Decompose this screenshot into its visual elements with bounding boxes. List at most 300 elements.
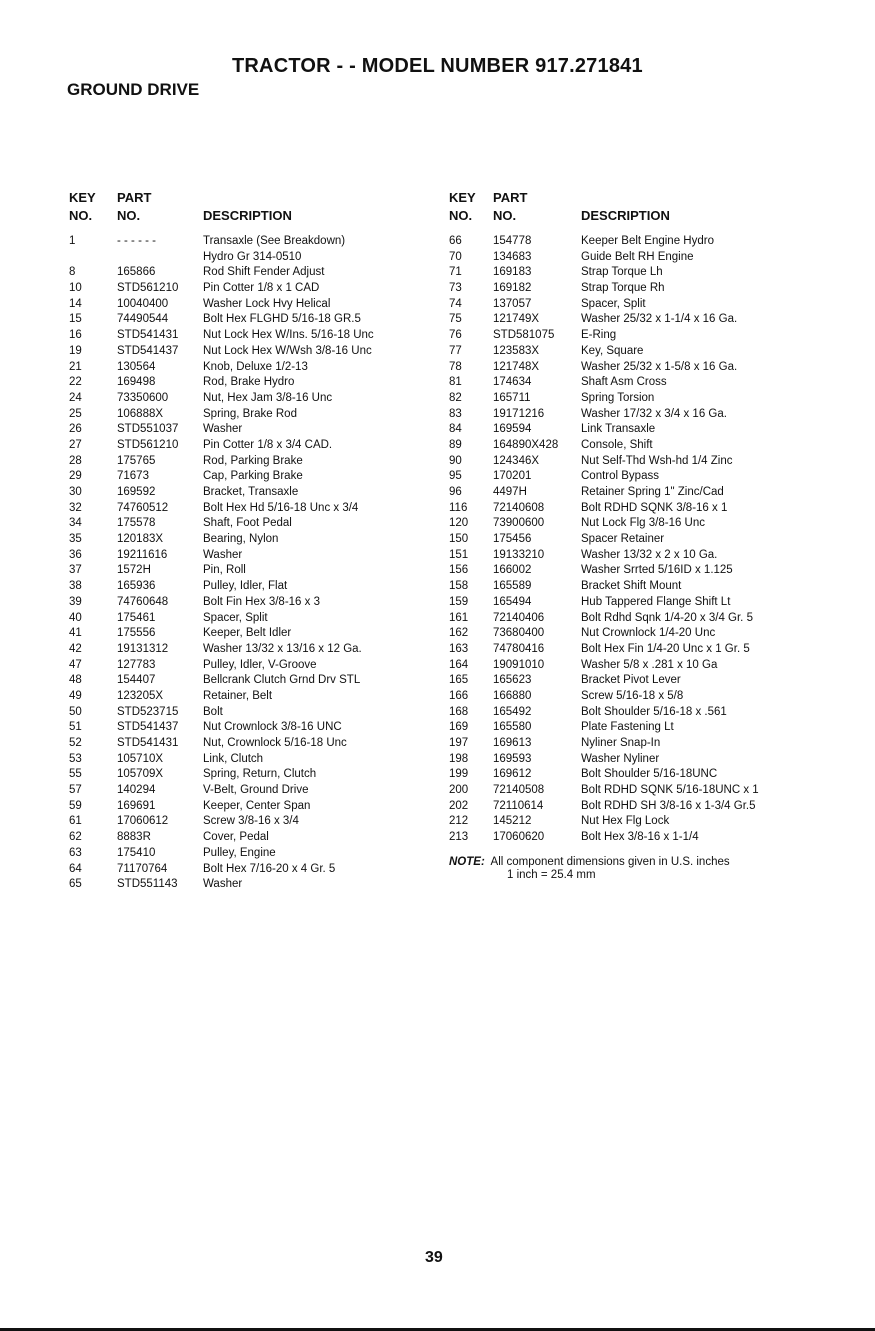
part-key-number: 41 [69, 627, 82, 640]
part-number: 169613 [493, 737, 532, 749]
part-number: 123583X [493, 344, 540, 357]
part-key-number: 71 [449, 266, 462, 279]
part-row [449, 516, 829, 532]
part-key-number: 213 [449, 831, 469, 844]
part-row [69, 360, 439, 376]
part-number: 165711 [493, 391, 531, 404]
part-description: Bolt Fin Hex 3/8-16 x 3 [203, 595, 320, 608]
part-row [449, 689, 829, 705]
part-key-number: 64 [69, 862, 82, 875]
part-description: Bolt Hex Fin 1/4-20 Unc x 1 Gr. 5 [581, 642, 750, 655]
part-row [69, 469, 439, 485]
part-number: 124346X [493, 454, 540, 467]
part-key-number: 52 [69, 737, 82, 749]
header-description: DESCRIPTION [581, 208, 670, 223]
part-description: Nut Crownlock 1/4-20 Unc [581, 627, 716, 640]
part-number: - - - - - - [117, 235, 156, 247]
part-row [449, 438, 829, 454]
part-number: 19133210 [493, 548, 545, 561]
part-key-number: 62 [69, 831, 82, 844]
part-key-number: 42 [69, 642, 82, 655]
part-row [69, 407, 439, 423]
part-key-number: 168 [449, 705, 469, 718]
header-part-top: PART [493, 190, 528, 205]
part-number: STD541431 [117, 737, 179, 749]
part-number: 74760512 [117, 501, 169, 514]
part-row [69, 297, 439, 313]
part-description: Spacer Retainer [581, 533, 665, 546]
part-row [69, 485, 439, 501]
part-description: Plate Fastening Lt [581, 721, 674, 734]
part-key-number: 74 [449, 297, 462, 310]
part-description: Nut Crownlock 3/8-16 UNC [203, 721, 342, 734]
part-row [449, 469, 829, 485]
part-key-number: 21 [69, 360, 82, 373]
part-row [449, 548, 829, 564]
part-row [449, 658, 829, 674]
part-number: 123205X [117, 689, 164, 702]
part-number: 1572H [117, 564, 151, 577]
part-description: Spring, Brake Rod [203, 407, 297, 420]
part-key-number: 202 [449, 799, 469, 812]
part-row [69, 846, 439, 862]
part-description: Washer 5/8 x .281 x 10 Ga [581, 658, 718, 671]
parts-list-right [449, 234, 829, 846]
part-key-number: 53 [69, 752, 82, 765]
part-key-number: 120 [449, 517, 469, 530]
part-row [449, 626, 829, 642]
part-key-number: 16 [69, 329, 82, 342]
part-number: 165492 [493, 705, 532, 718]
part-description: Screw 3/8-16 x 3/4 [203, 815, 299, 828]
part-number: 71170764 [117, 862, 168, 875]
part-row [69, 454, 439, 470]
part-description: Washer 13/32 x 13/16 x 12 Ga. [203, 642, 362, 655]
part-key-number: 40 [69, 611, 82, 624]
header-description: DESCRIPTION [203, 208, 292, 223]
part-key-number: 158 [449, 580, 469, 593]
part-key-number: 162 [449, 627, 469, 640]
part-key-number: 163 [449, 642, 469, 655]
part-row [69, 673, 439, 689]
part-key-number: 24 [69, 391, 82, 404]
part-number: 165494 [493, 595, 532, 608]
part-number: STD541431 [117, 329, 179, 342]
part-description: Nut, Hex Jam 3/8-16 Unc [203, 391, 333, 404]
part-description: Screw 5/16-18 x 5/8 [581, 689, 684, 702]
part-description: Spacer, Split [581, 297, 646, 310]
part-key-number: 59 [69, 799, 82, 812]
part-description: Rod Shift Fender Adjust [203, 266, 325, 279]
part-number: 73350600 [117, 391, 169, 404]
part-number: 175765 [117, 454, 156, 467]
part-description: Bolt Rdhd Sqnk 1/4-20 x 3/4 Gr. 5 [581, 611, 753, 624]
part-row [69, 611, 439, 627]
header-key-no: NO. [449, 208, 473, 223]
part-description: Bolt Shoulder 5/16-18UNC [581, 768, 718, 781]
part-row [449, 407, 829, 423]
part-description: Rod, Brake Hydro [203, 376, 295, 389]
part-row [69, 626, 439, 642]
part-row [69, 736, 439, 752]
part-key-number: 37 [69, 564, 82, 577]
part-row [69, 375, 439, 391]
part-number: 127783 [117, 658, 156, 671]
note-line-2: 1 inch = 25.4 mm [507, 868, 596, 881]
part-row [449, 501, 829, 517]
part-description: Keeper, Center Span [203, 799, 311, 812]
part-number: 169612 [493, 768, 532, 781]
part-description: Washer Srrted 5/16ID x 1.125 [581, 564, 733, 577]
part-key-number: 70 [449, 250, 462, 263]
part-key-number: 169 [449, 721, 469, 734]
part-description: Keeper, Belt Idler [203, 627, 292, 640]
part-key-number: 38 [69, 580, 82, 593]
part-row [449, 767, 829, 783]
part-row [69, 799, 439, 815]
part-description: Knob, Deluxe 1/2-13 [203, 360, 308, 373]
part-row [69, 281, 439, 297]
part-key-number: 47 [69, 658, 82, 671]
part-key-number: 165 [449, 674, 469, 687]
part-description: Shaft Asm Cross [581, 376, 667, 389]
part-row [449, 705, 829, 721]
header-part-no: NO. [117, 208, 141, 223]
part-row [449, 328, 829, 344]
part-key-number: 55 [69, 768, 82, 781]
part-row [449, 830, 829, 846]
part-description: Shaft, Foot Pedal [203, 517, 292, 530]
part-description: Washer [203, 878, 243, 891]
part-description: Rod, Parking Brake [203, 454, 303, 467]
part-description: Washer [203, 548, 243, 561]
part-row [449, 752, 829, 768]
dimensions-note [449, 856, 829, 881]
part-number: 8883R [117, 831, 151, 844]
part-number: 10040400 [117, 297, 169, 310]
part-description: Washer Lock Hvy Helical [203, 297, 331, 310]
part-number: 174634 [493, 376, 532, 389]
part-number: 145212 [493, 815, 532, 828]
part-row [69, 391, 439, 407]
part-description: Pulley, Engine [203, 846, 276, 859]
part-number: 74780416 [493, 642, 545, 655]
part-number: 164890X428 [493, 438, 559, 451]
part-key-number: 27 [69, 438, 82, 451]
part-row [449, 375, 829, 391]
part-key-number: 65 [69, 878, 82, 891]
part-row [449, 297, 829, 313]
part-key-number: 76 [449, 329, 462, 342]
part-number: 169691 [117, 799, 156, 812]
part-number: 105709X [117, 768, 164, 781]
part-number: 170201 [493, 470, 532, 483]
page-title: TRACTOR - - MODEL NUMBER 917.271841 [232, 55, 643, 77]
part-key-number: 81 [449, 376, 462, 389]
part-row [449, 454, 829, 470]
part-number: 166880 [493, 689, 532, 702]
part-key-number: 150 [449, 533, 469, 546]
part-row [449, 642, 829, 658]
part-number: 169183 [493, 266, 532, 279]
part-number: 19131312 [117, 642, 169, 655]
part-number: 121749X [493, 313, 540, 326]
parts-column-left [69, 190, 439, 893]
part-description: Washer 25/32 x 1-5/8 x 16 Ga. [581, 360, 738, 373]
part-number: 169594 [493, 423, 532, 436]
part-key-number: 50 [69, 705, 82, 718]
part-number: 73900600 [493, 517, 545, 530]
part-description: Nut Self-Thd Wsh-hd 1/4 Zinc [581, 454, 733, 467]
part-number: STD541437 [117, 344, 179, 357]
part-description: Nut Hex Flg Lock [581, 815, 670, 828]
part-key-number: 116 [449, 501, 468, 514]
part-key-number: 82 [449, 391, 462, 404]
part-description: Pin Cotter 1/8 x 1 CAD [203, 282, 320, 295]
part-number: 166002 [493, 564, 532, 577]
part-row [69, 783, 439, 799]
part-description: Bolt Hex Hd 5/16-18 Unc x 3/4 [203, 501, 359, 514]
part-description: Washer 25/32 x 1-1/4 x 16 Ga. [581, 313, 738, 326]
part-number: STD523715 [117, 705, 179, 718]
part-key-number: 212 [449, 815, 469, 828]
part-row [449, 579, 829, 595]
part-description: Cap, Parking Brake [203, 470, 303, 483]
part-key-number: 197 [449, 737, 469, 749]
part-number: 169182 [493, 282, 532, 295]
part-key-number: 156 [449, 564, 469, 577]
part-key-number: 78 [449, 360, 462, 373]
parts-list-left [69, 234, 439, 893]
part-description: Retainer Spring 1" Zinc/Cad [581, 486, 724, 498]
part-description: Bolt Shoulder 5/16-18 x .561 [581, 705, 727, 718]
note-label: NOTE: [449, 855, 485, 868]
part-row [449, 736, 829, 752]
part-description: Bearing, Nylon [203, 533, 279, 546]
part-description: Retainer, Belt [203, 689, 273, 702]
part-key-number: 32 [69, 501, 82, 514]
part-number: 72140406 [493, 611, 545, 624]
part-description: Console, Shift [581, 438, 653, 451]
part-description: Bolt RDHD SH 3/8-16 x 1-3/4 Gr.5 [581, 799, 756, 812]
part-description: Pin, Roll [203, 564, 246, 577]
part-number: 154407 [117, 674, 156, 687]
part-row [449, 281, 829, 297]
note-line-1: All component dimensions given in U.S. inches [490, 855, 730, 868]
part-number: 169592 [117, 486, 156, 498]
part-row [69, 501, 439, 517]
part-description: Bolt [203, 705, 223, 718]
column-header [449, 190, 829, 234]
part-number: 106888X [117, 407, 164, 420]
part-description: Nut Lock Flg 3/8-16 Unc [581, 517, 706, 530]
part-description: Guide Belt RH Engine [581, 250, 694, 263]
part-description: Strap Torque Lh [581, 266, 663, 279]
part-row [69, 234, 439, 250]
part-description: Strap Torque Rh [581, 282, 665, 295]
part-key-number: 198 [449, 752, 469, 765]
part-key-number: 10 [69, 282, 82, 295]
part-description: E-Ring [581, 329, 617, 342]
part-number: STD551143 [117, 878, 178, 891]
part-key-number: 51 [69, 721, 82, 734]
part-row [449, 250, 829, 266]
part-number: 165866 [117, 266, 156, 279]
part-number: 72110614 [493, 799, 544, 812]
part-row [69, 830, 439, 846]
part-row [449, 673, 829, 689]
part-description: Pulley, Idler, V-Groove [203, 658, 317, 671]
part-row [449, 360, 829, 376]
part-number: STD551037 [117, 423, 179, 436]
part-key-number: 57 [69, 784, 82, 797]
part-number: 17060612 [117, 815, 169, 828]
part-row [69, 752, 439, 768]
part-row [449, 344, 829, 360]
part-number: 165936 [117, 580, 156, 593]
part-row [69, 250, 439, 266]
part-key-number: 151 [449, 548, 469, 561]
part-row [69, 516, 439, 532]
part-number: 169498 [117, 376, 156, 389]
part-number: 175578 [117, 517, 156, 530]
part-row [69, 720, 439, 736]
part-key-number: 30 [69, 486, 82, 498]
part-key-number: 29 [69, 470, 82, 483]
part-row [69, 814, 439, 830]
part-key-number: 14 [69, 297, 82, 310]
part-key-number: 73 [449, 282, 462, 295]
part-key-number: 77 [449, 344, 462, 357]
part-key-number: 96 [449, 486, 462, 498]
part-number: 72140608 [493, 501, 545, 514]
part-key-number: 75 [449, 313, 462, 326]
part-row [69, 532, 439, 548]
part-key-number: 63 [69, 846, 82, 859]
part-description: Bolt Hex 7/16-20 x 4 Gr. 5 [203, 862, 336, 875]
header-part-top: PART [117, 190, 152, 205]
part-row [69, 705, 439, 721]
header-key-top: KEY [449, 190, 476, 205]
part-number: 19211616 [117, 548, 168, 561]
parts-column-right [449, 190, 829, 881]
part-description: Keeper Belt Engine Hydro [581, 235, 714, 247]
part-row [69, 563, 439, 579]
part-description: Link Transaxle [581, 423, 656, 436]
part-description: V-Belt, Ground Drive [203, 784, 309, 797]
part-key-number: 19 [69, 344, 82, 357]
part-row [449, 783, 829, 799]
part-description: Hydro Gr 314-0510 [203, 250, 302, 263]
part-key-number: 39 [69, 595, 82, 608]
part-key-number: 166 [449, 689, 469, 702]
page-number: 39 [425, 1249, 443, 1266]
part-key-number: 48 [69, 674, 82, 687]
part-key-number: 28 [69, 454, 82, 467]
part-key-number: 89 [449, 438, 462, 451]
part-key-number: 84 [449, 423, 462, 436]
part-number: 19091010 [493, 658, 545, 671]
part-row [449, 532, 829, 548]
header-key-top: KEY [69, 190, 96, 205]
part-key-number: 95 [449, 470, 462, 483]
part-row [69, 689, 439, 705]
part-row [69, 595, 439, 611]
part-number: 74490544 [117, 313, 169, 326]
part-number: 4497H [493, 486, 527, 498]
part-row [449, 720, 829, 736]
part-number: 105710X [117, 752, 164, 765]
part-number: 165580 [493, 721, 532, 734]
part-description: Bolt Hex 3/8-16 x 1-1/4 [581, 831, 699, 844]
part-row [449, 563, 829, 579]
part-key-number: 161 [449, 611, 469, 624]
part-number: STD541437 [117, 721, 179, 734]
part-key-number: 199 [449, 768, 469, 781]
part-row [69, 658, 439, 674]
part-description: Washer [203, 423, 243, 436]
part-description: Nut Lock Hex W/Wsh 3/8-16 Unc [203, 344, 372, 357]
part-key-number: 61 [69, 815, 82, 828]
part-key-number: 200 [449, 784, 469, 797]
part-description: Transaxle (See Breakdown) [203, 235, 346, 247]
part-description: Bolt RDHD SQNK 3/8-16 x 1 [581, 501, 728, 514]
part-key-number: 83 [449, 407, 462, 420]
part-number: 72140508 [493, 784, 545, 797]
part-key-number: 1 [69, 235, 76, 247]
part-description: Bellcrank Clutch Grnd Drv STL [203, 674, 361, 687]
part-number: 169593 [493, 752, 532, 765]
part-key-number: 26 [69, 423, 82, 436]
part-description: Pin Cotter 1/8 x 3/4 CAD. [203, 438, 333, 451]
part-number: 140294 [117, 784, 156, 797]
part-description: Nyliner Snap-In [581, 737, 661, 749]
part-number: 73680400 [493, 627, 545, 640]
part-key-number: 66 [449, 235, 462, 247]
part-key-number: 35 [69, 533, 82, 546]
part-description: Washer Nyliner [581, 752, 660, 765]
part-description: Bolt Hex FLGHD 5/16-18 GR.5 [203, 313, 361, 326]
part-number: 17060620 [493, 831, 545, 844]
part-description: Washer 17/32 x 3/4 x 16 Ga. [581, 407, 727, 420]
part-number: STD561210 [117, 438, 179, 451]
part-row [69, 579, 439, 595]
part-row [449, 485, 829, 501]
part-row [69, 862, 439, 878]
part-key-number: 164 [449, 658, 469, 671]
part-number: 175461 [117, 611, 156, 624]
part-row [449, 611, 829, 627]
part-number: 137057 [493, 297, 532, 310]
part-key-number: 15 [69, 313, 82, 326]
part-description: Cover, Pedal [203, 831, 269, 844]
part-description: Link, Clutch [203, 752, 264, 765]
part-number: 175556 [117, 627, 156, 640]
part-row [69, 312, 439, 328]
part-description: Nut Lock Hex W/Ins. 5/16-18 Unc [203, 329, 374, 342]
part-row [449, 312, 829, 328]
part-row [69, 877, 439, 893]
part-row [69, 438, 439, 454]
part-number: 134683 [493, 250, 532, 263]
part-key-number: 159 [449, 595, 469, 608]
part-row [69, 328, 439, 344]
part-number: 120183X [117, 533, 164, 546]
part-number: 175456 [493, 533, 532, 546]
part-description: Key, Square [581, 344, 644, 357]
part-row [69, 344, 439, 360]
part-row [449, 265, 829, 281]
